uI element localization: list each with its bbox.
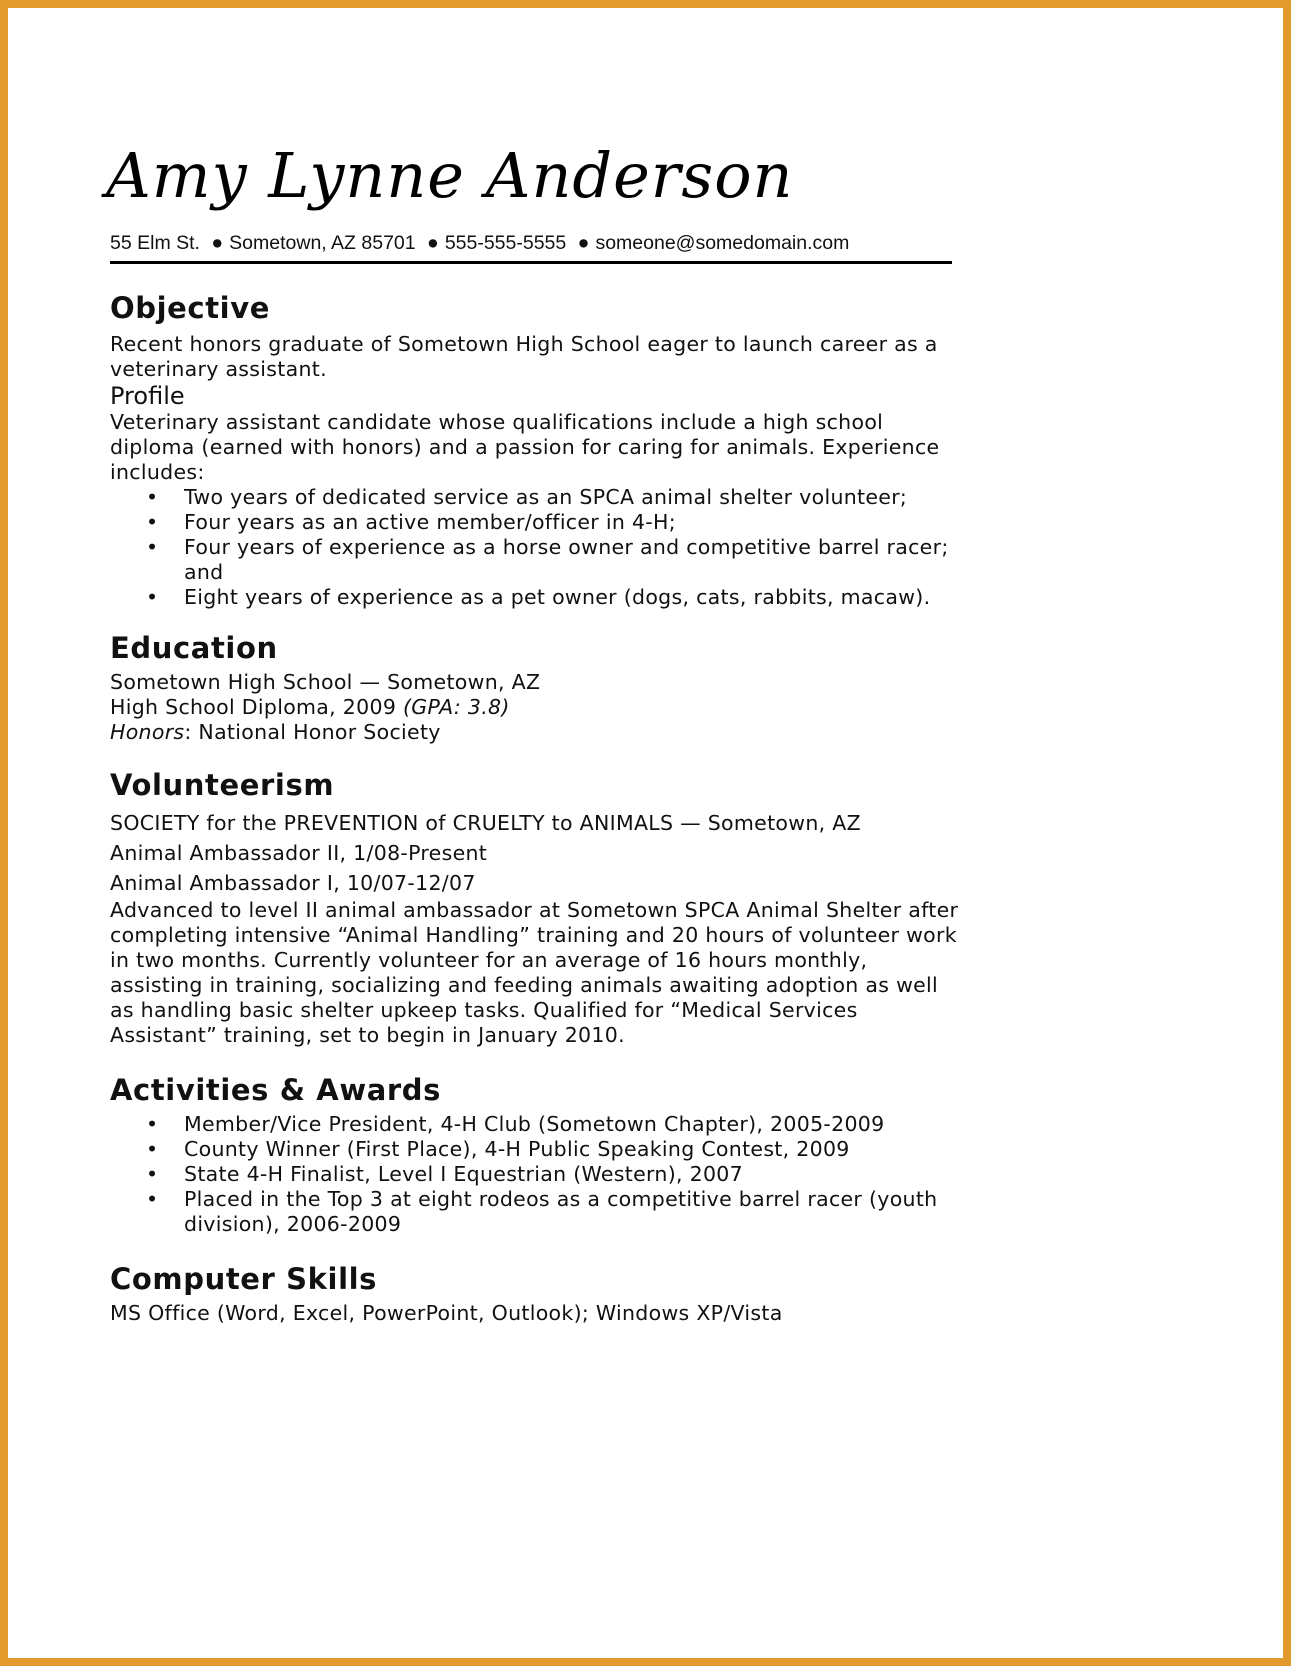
resume-document <box>106 136 965 1326</box>
contact-line <box>110 232 952 264</box>
contact-separator: ● <box>211 232 224 254</box>
skills-heading: Computer Skills <box>110 1262 378 1296</box>
education-gpa: (GPA: 3.8) <box>403 695 510 719</box>
resume-name: Amy Lynne Anderson <box>106 139 794 212</box>
profile-list <box>110 485 965 610</box>
education-honors-line <box>110 720 965 745</box>
objective-heading: Objective <box>110 291 270 325</box>
education-honors-value: : National Honor Society <box>184 720 441 744</box>
contact-separator: ● <box>427 232 439 254</box>
list-item: • Four years of experience as a horse owner and competitive barrel racer; and <box>110 535 965 585</box>
volunteer-org: SOCIETY for the PREVENTION of CRUELTY to ANIMALS — Sometown, AZ <box>110 811 861 835</box>
contact-phone: 555-555-5555 <box>444 232 567 254</box>
list-item: • Member/Vice President, 4-H Club (Sometown Chapter), 2005-2009 <box>110 1112 965 1137</box>
list-item: • Four years as an active member/officer in 4-H; <box>110 510 965 535</box>
education-diploma: High School Diploma, 2009 <box>110 695 397 719</box>
list-item: • State 4-H Finalist, Level I Equestrian (Western), 2007 <box>110 1162 965 1187</box>
list-item: • Two years of dedicated service as an SPCA animal shelter volunteer; <box>110 485 965 510</box>
education-diploma-line <box>110 695 965 720</box>
contact-email: someone@somedomain.com <box>595 232 850 254</box>
education-heading: Education <box>110 631 278 665</box>
profile-heading: Profile <box>110 382 185 410</box>
contact-city: Sometown, AZ 85701 <box>229 232 416 254</box>
list-item: • Placed in the Top 3 at eight rodeos as a competitive barrel racer (youth division), 2006-2009 <box>110 1187 965 1237</box>
volunteer-role: Animal Ambassador II, 1/08-Present <box>110 841 488 865</box>
education-school: Sometown High School — Sometown, AZ <box>110 670 541 694</box>
volunteer-description: Advanced to level II animal ambassador at Sometown SPCA Animal Shelter after completing intensive “Animal Handling” training and 20 hours of volunteer work in two months. Currently volunteer for an average of 16 hours monthly, assisting in training, socializing and feeding animals awaiting adoption as well as handling basic shelter upkeep tasks. Qualified for “Medical Services Assistant” training, set to begin in January 2010. <box>110 898 959 1047</box>
objective-text: Recent honors graduate of Sometown High School eager to launch career as a veterinary assistant. <box>110 332 938 381</box>
profile-text: Veterinary assistant candidate whose qualifications include a high school diploma (earned with honors) and a passion for caring for animals. Experience includes: <box>110 410 940 484</box>
contact-address: 55 Elm St. <box>110 232 200 254</box>
contact-separator: ● <box>577 232 590 254</box>
list-item: • County Winner (First Place), 4-H Public Speaking Contest, 2009 <box>110 1137 965 1162</box>
volunteer-role: Animal Ambassador I, 10/07-12/07 <box>110 871 476 895</box>
skills-text: MS Office (Word, Excel, PowerPoint, Outlook); Windows XP/Vista <box>110 1301 783 1325</box>
list-item: • Eight years of experience as a pet owner (dogs, cats, rabbits, macaw). <box>110 585 965 610</box>
activities-heading: Activities & Awards <box>110 1073 442 1107</box>
volunteerism-heading: Volunteerism <box>110 768 335 802</box>
activities-list <box>110 1112 965 1237</box>
education-honors-label: Honors <box>110 720 185 744</box>
